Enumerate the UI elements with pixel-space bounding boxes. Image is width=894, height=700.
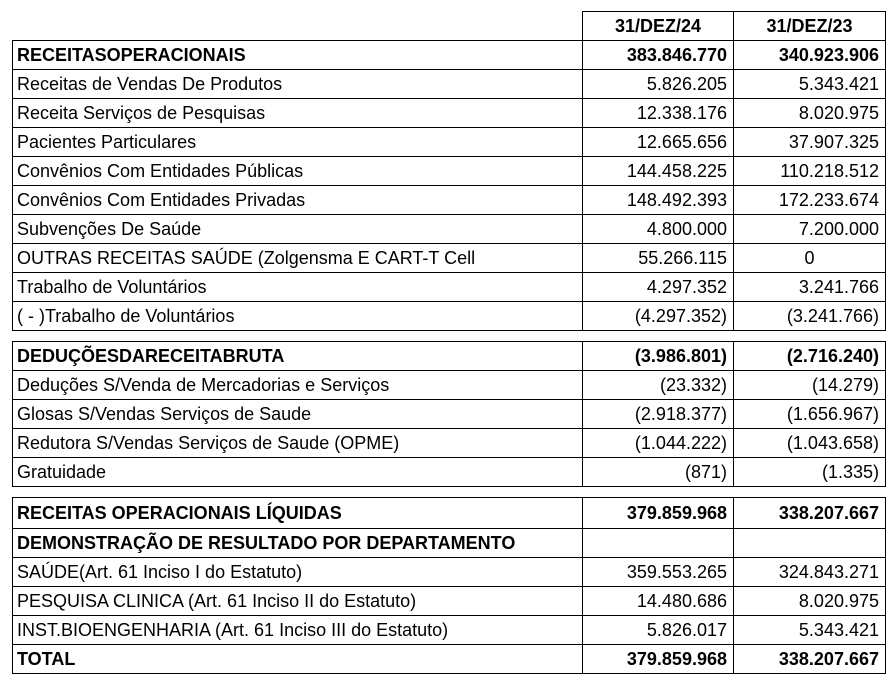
row-label: PESQUISA CLINICA (Art. 61 Inciso II do Estatuto) (13, 587, 583, 616)
value-2024: 5.826.205 (583, 70, 734, 99)
value-2023: (2.716.240) (734, 342, 886, 371)
header-col-2023: 31/DEZ/23 (734, 12, 886, 41)
table-row (13, 371, 886, 400)
value-2023: 7.200.000 (734, 215, 886, 244)
value-2023: 340.923.906 (734, 41, 886, 70)
header-empty-cell (13, 12, 583, 41)
value-2023: 5.343.421 (734, 616, 886, 645)
value-2024: 12.338.176 (583, 99, 734, 128)
row-label: DEDUÇÕESDARECEITABRUTA (13, 342, 583, 371)
table-row (13, 215, 886, 244)
value-2023: 8.020.975 (734, 99, 886, 128)
row-label: TOTAL (13, 645, 583, 674)
row-label: Glosas S/Vendas Serviços de Saude (13, 400, 583, 429)
value-2023: 37.907.325 (734, 128, 886, 157)
table-row (13, 99, 886, 128)
table-row (13, 244, 886, 273)
table-row (13, 616, 886, 645)
row-label: DEMONSTRAÇÃO DE RESULTADO POR DEPARTAMENTO (13, 529, 583, 558)
row-label: Gratuidade (13, 458, 583, 487)
value-2023: 338.207.667 (734, 498, 886, 529)
value-2024: 4.800.000 (583, 215, 734, 244)
value-2024: 4.297.352 (583, 273, 734, 302)
value-2023 (734, 529, 886, 558)
table-row (13, 587, 886, 616)
table-row (13, 302, 886, 331)
row-label: SAÚDE(Art. 61 Inciso I do Estatuto) (13, 558, 583, 587)
section-title-row (13, 342, 886, 371)
value-2023: 5.343.421 (734, 70, 886, 99)
spacer-row (13, 331, 886, 342)
row-label: OUTRAS RECEITAS SAÚDE (Zolgensma E CART-T Cell (13, 244, 583, 273)
total-row (13, 645, 886, 674)
spacer-row (13, 487, 886, 498)
row-label: Convênios Com Entidades Públicas (13, 157, 583, 186)
value-2024: (871) (583, 458, 734, 487)
header-col-2024: 31/DEZ/24 (583, 12, 734, 41)
value-2024: 383.846.770 (583, 41, 734, 70)
section-title-row (13, 41, 886, 70)
table-row (13, 70, 886, 99)
row-label: Redutora S/Vendas Serviços de Saude (OPME) (13, 429, 583, 458)
value-2024: (1.044.222) (583, 429, 734, 458)
value-2023: 3.241.766 (734, 273, 886, 302)
row-label: INST.BIOENGENHARIA (Art. 61 Inciso III do Estatuto) (13, 616, 583, 645)
row-label: Receita Serviços de Pesquisas (13, 99, 583, 128)
value-2023: 172.233.674 (734, 186, 886, 215)
table-row (13, 400, 886, 429)
table-row (13, 157, 886, 186)
row-label: Receitas de Vendas De Produtos (13, 70, 583, 99)
row-label: Trabalho de Voluntários (13, 273, 583, 302)
value-2023: (1.656.967) (734, 400, 886, 429)
row-label: Subvenções De Saúde (13, 215, 583, 244)
value-2024: 5.826.017 (583, 616, 734, 645)
section-title-row (13, 529, 886, 558)
value-2024: 359.553.265 (583, 558, 734, 587)
table-row (13, 558, 886, 587)
net-revenue-row (13, 498, 886, 529)
value-2024: (3.986.801) (583, 342, 734, 371)
row-label: Convênios Com Entidades Privadas (13, 186, 583, 215)
value-2023: (1.335) (734, 458, 886, 487)
value-2024: 12.665.656 (583, 128, 734, 157)
value-2023: 338.207.667 (734, 645, 886, 674)
value-2024: (23.332) (583, 371, 734, 400)
value-2024: (4.297.352) (583, 302, 734, 331)
value-2023: (1.043.658) (734, 429, 886, 458)
value-2023: 8.020.975 (734, 587, 886, 616)
row-label: Deduções S/Venda de Mercadorias e Serviços (13, 371, 583, 400)
value-2023: 324.843.271 (734, 558, 886, 587)
value-2023: (3.241.766) (734, 302, 886, 331)
value-2024 (583, 529, 734, 558)
value-2024: 55.266.115 (583, 244, 734, 273)
row-label: RECEITASOPERACIONAIS (13, 41, 583, 70)
financial-statement-table (12, 11, 886, 674)
value-2023: 0 (734, 244, 886, 273)
value-2024: 379.859.968 (583, 498, 734, 529)
value-2024: 379.859.968 (583, 645, 734, 674)
row-label: ( - )Trabalho de Voluntários (13, 302, 583, 331)
table-row (13, 429, 886, 458)
value-2024: 14.480.686 (583, 587, 734, 616)
row-label: Pacientes Particulares (13, 128, 583, 157)
table-row (13, 128, 886, 157)
value-2024: 144.458.225 (583, 157, 734, 186)
table-row (13, 458, 886, 487)
value-2023: 110.218.512 (734, 157, 886, 186)
row-label: RECEITAS OPERACIONAIS LÍQUIDAS (13, 498, 583, 529)
value-2024: (2.918.377) (583, 400, 734, 429)
value-2023: (14.279) (734, 371, 886, 400)
table-row (13, 273, 886, 302)
value-2024: 148.492.393 (583, 186, 734, 215)
table-row (13, 186, 886, 215)
